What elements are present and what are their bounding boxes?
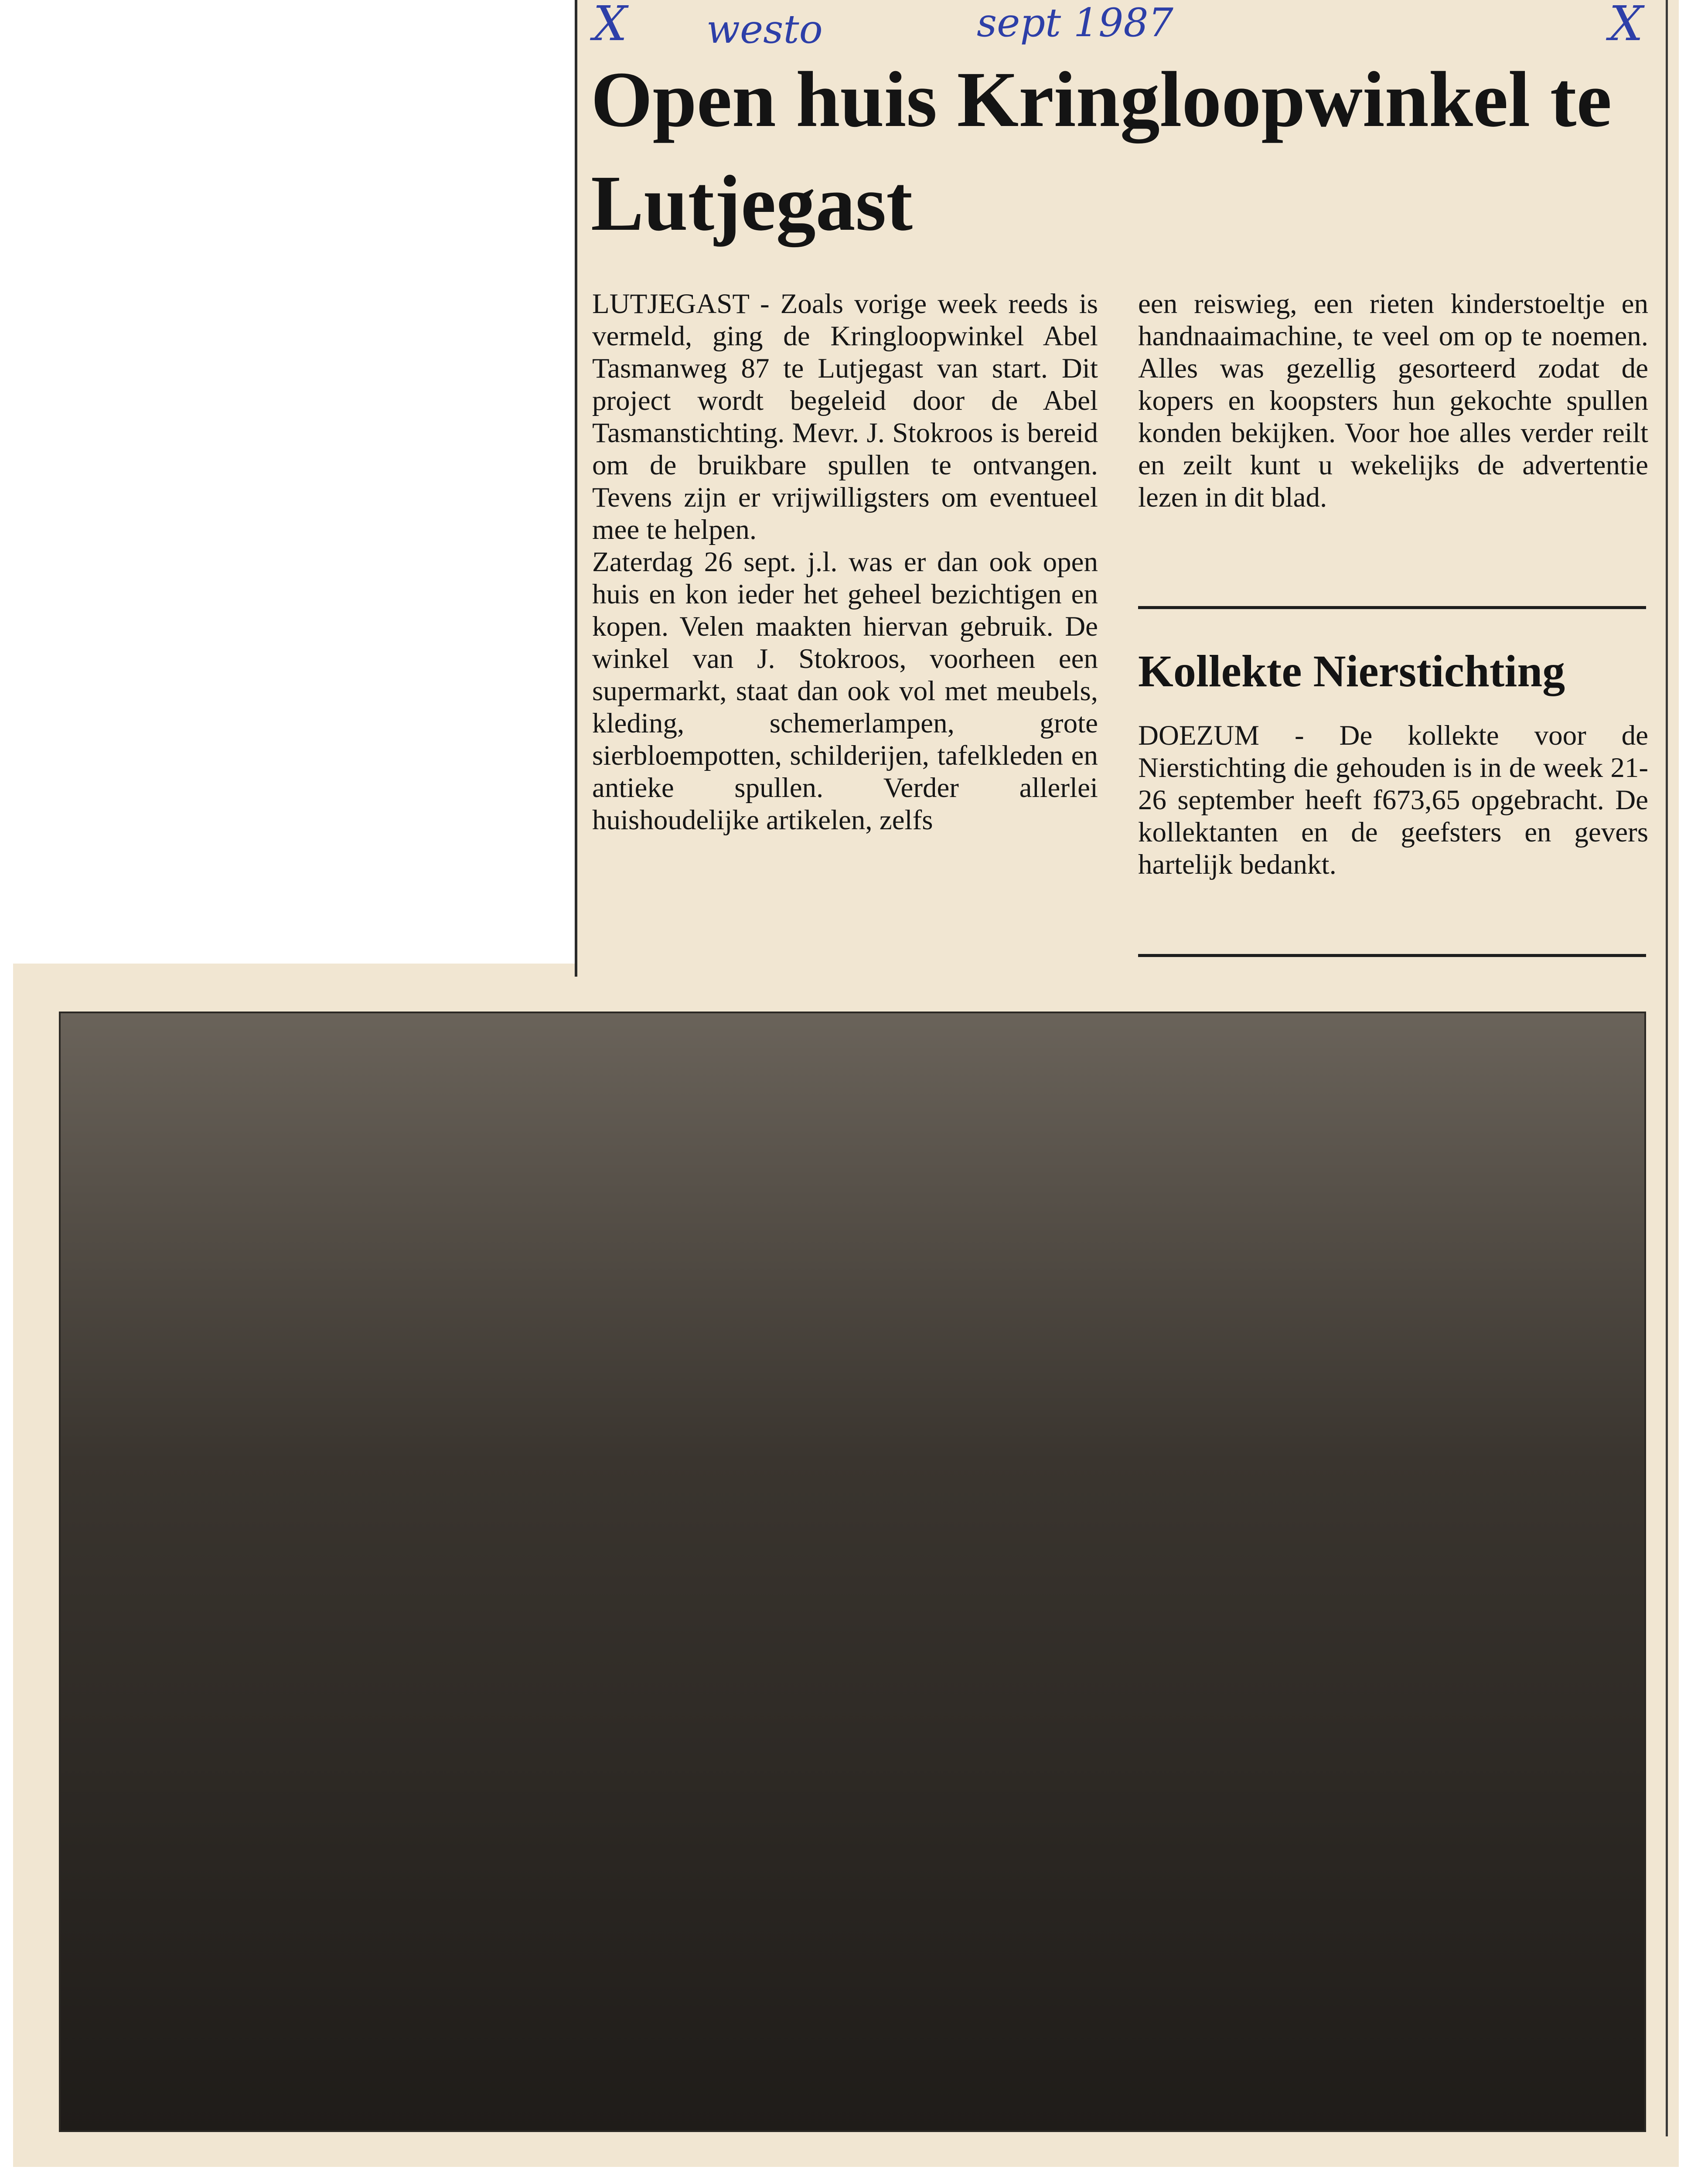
article-headline: Open huis Kringloopwinkel te Lutjegast [591,56,1612,247]
handwritten-mark-left: X [593,0,627,51]
handwritten-date: sept 1987 [977,0,1173,46]
article-paragraph-2: Zaterdag 26 sept. j.l. was er dan ook open huis en kon ieder het geheel bezichtigen en kopen. Velen maakten hiervan gebruik. De winkel van J. Stokroos, voorheen een supermarkt, staat dan ook vol met meubels, kleding, schemerlampen, grote sierbloempotten, schilderijen, tafelkleden en antieke spullen. Verder allerlei huishoudelijke artikelen, zelfs [592,546,1098,836]
article-photo [59,1012,1646,2132]
handwritten-mark-right: X [1609,0,1643,51]
sidebar-rule-top [1138,606,1646,609]
sidebar-paragraph: DOEZUM - De kollekte voor de Nierstichting die gehouden is in de week 21-26 september heeft f673,65 opgebracht. De kollektanten en de geefsters en gevers hartelijk bedankt. [1138,720,1648,880]
article-left-column [592,288,1098,836]
article-paragraph-1: LUTJEGAST - Zoals vorige week reeds is vermeld, ging de Kringloopwinkel Abel Tasmanweg 87 te Lutjegast van start. Dit project wordt begeleid door de Abel Tasmanstichting. Mevr. J. Stokroos is bereid om de bruikbare spullen te ontvangen. Tevens zijn er vrijwilligsters om eventueel mee te helpen. [592,288,1098,545]
sidebar-body [1138,719,1648,881]
column-rule-right [1666,0,1668,2136]
sidebar-headline: Kollekte Nierstichting [1138,646,1565,696]
column-rule-left [575,0,577,977]
article-right-column [1138,288,1648,514]
handwritten-source: westo [706,7,823,52]
article-paragraph-3: een reiswieg, een rieten kinderstoeltje en handnaaimachine, te veel om op te noemen. Alles was gezellig gesorteerd zodat de kopers en koopsters hun gekochte spullen konden bekijken. Voor hoe alles verder reilt en zeilt kunt u wekelijks de advertentie lezen in dit blad. [1138,288,1648,513]
sidebar-rule-bottom [1138,954,1646,957]
